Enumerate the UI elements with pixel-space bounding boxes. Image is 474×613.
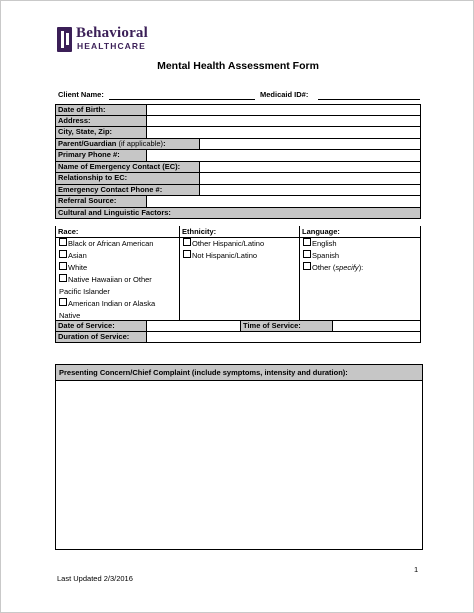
- checkbox-icon[interactable]: [183, 238, 191, 246]
- race-option-american-indian[interactable]: [56, 298, 179, 310]
- race-heading: Race:: [56, 226, 179, 238]
- duration-row[interactable]: [55, 332, 421, 344]
- ethnicity-option-other-hispanic[interactable]: [180, 238, 299, 250]
- ethnicity-option-not-hispanic[interactable]: [180, 250, 299, 262]
- date-of-service-label: Date of Service:: [56, 321, 147, 331]
- dob-label: Date of Birth:: [56, 105, 147, 115]
- ec-name-label: Name of Emergency Contact (EC):: [56, 162, 200, 173]
- checkbox-icon[interactable]: [59, 250, 67, 258]
- checkbox-icon[interactable]: [59, 274, 67, 282]
- race-option-hawaiian[interactable]: [56, 274, 179, 286]
- checkbox-icon[interactable]: [303, 250, 311, 258]
- service-table: [55, 320, 421, 343]
- referral-row[interactable]: [55, 196, 421, 208]
- race-option-black[interactable]: [56, 238, 179, 250]
- ec-phone-label: Emergency Contact Phone #:: [56, 185, 200, 196]
- race-option-label: American Indian or Alaska: [68, 299, 156, 308]
- behavioral-healthcare-logo: [57, 27, 169, 53]
- ec-phone-row[interactable]: [55, 185, 421, 197]
- race-column: [56, 226, 180, 320]
- city-row[interactable]: [55, 127, 421, 139]
- language-option-other[interactable]: [300, 262, 420, 274]
- race-option-american-indian-cont: Native: [59, 311, 81, 320]
- ethnicity-heading: Ethnicity:: [180, 226, 299, 238]
- client-name-label: Client Name:: [58, 90, 104, 99]
- time-of-service-label: Time of Service:: [240, 321, 333, 331]
- guardian-label-text: Parent/Guardian: [58, 138, 117, 148]
- language-option-english[interactable]: [300, 238, 420, 250]
- client-header-line: [56, 90, 422, 102]
- race-option-white[interactable]: [56, 262, 179, 274]
- language-heading: Language:: [300, 226, 420, 238]
- checkbox-icon[interactable]: [183, 250, 191, 258]
- address-row[interactable]: [55, 116, 421, 128]
- chief-complaint-box[interactable]: [55, 364, 423, 550]
- ethnicity-option-label: Not Hispanic/Latino: [192, 251, 258, 260]
- cultural-row: [55, 208, 421, 220]
- form-title: Mental Health Assessment Form: [157, 60, 319, 72]
- guardian-row[interactable]: [55, 139, 421, 151]
- guardian-label: [56, 139, 200, 150]
- cultural-factors-section: [55, 226, 421, 321]
- race-option-label: Asian: [68, 251, 87, 260]
- duration-label: Duration of Service:: [56, 332, 147, 343]
- guardian-label-note: (if applicable): [118, 138, 164, 148]
- demographics-table: [55, 104, 421, 219]
- medicaid-id-field[interactable]: [318, 99, 420, 100]
- medicaid-id-label: Medicaid ID#:: [260, 90, 309, 99]
- language-other-end: ):: [358, 263, 364, 272]
- primary-phone-row[interactable]: [55, 150, 421, 162]
- language-column: [300, 226, 420, 320]
- ec-relationship-row[interactable]: [55, 173, 421, 185]
- client-name-field[interactable]: [109, 99, 255, 100]
- logo-text-primary: Behavioral: [76, 25, 148, 41]
- dob-row[interactable]: [55, 104, 421, 116]
- language-other-specify: specify: [335, 263, 359, 272]
- language-option-label: English: [312, 239, 337, 248]
- city-label: City, State, Zip:: [56, 127, 147, 138]
- guardian-label-colon: :: [163, 138, 166, 148]
- logo-text-secondary: HEALTHCARE: [77, 41, 146, 51]
- service-date-time-row[interactable]: [55, 320, 421, 332]
- cultural-label: Cultural and Linguistic Factors:: [56, 208, 420, 219]
- ethnicity-option-label: Other Hispanic/Latino: [192, 239, 265, 248]
- language-option-spanish[interactable]: [300, 250, 420, 262]
- race-option-label: White: [68, 263, 88, 272]
- checkbox-icon[interactable]: [303, 238, 311, 246]
- race-option-label: Native Hawaiian or Other: [68, 275, 152, 284]
- referral-label: Referral Source:: [56, 196, 147, 207]
- page-number: 1: [414, 565, 419, 574]
- language-other-label: Other (: [312, 263, 336, 272]
- race-option-hawaiian-cont: Pacific Islander: [59, 287, 110, 296]
- checkbox-icon[interactable]: [59, 238, 67, 246]
- race-option-asian[interactable]: [56, 250, 179, 262]
- ec-name-row[interactable]: [55, 162, 421, 174]
- race-option-label: Black or African American: [68, 239, 154, 248]
- primary-phone-label: Primary Phone #:: [56, 150, 147, 161]
- chief-complaint-heading: Presenting Concern/Chief Complaint (include symptoms, intensity and duration):: [56, 365, 422, 381]
- language-option-label: Spanish: [312, 251, 340, 260]
- checkbox-icon[interactable]: [59, 298, 67, 306]
- ec-relationship-label: Relationship to EC:: [56, 173, 200, 184]
- ethnicity-column: [180, 226, 300, 320]
- address-label: Address:: [56, 116, 147, 127]
- bh-logo-mark-icon: [57, 27, 72, 52]
- checkbox-icon[interactable]: [59, 262, 67, 270]
- last-updated: Last Updated 2/3/2016: [57, 574, 133, 583]
- checkbox-icon[interactable]: [303, 262, 311, 270]
